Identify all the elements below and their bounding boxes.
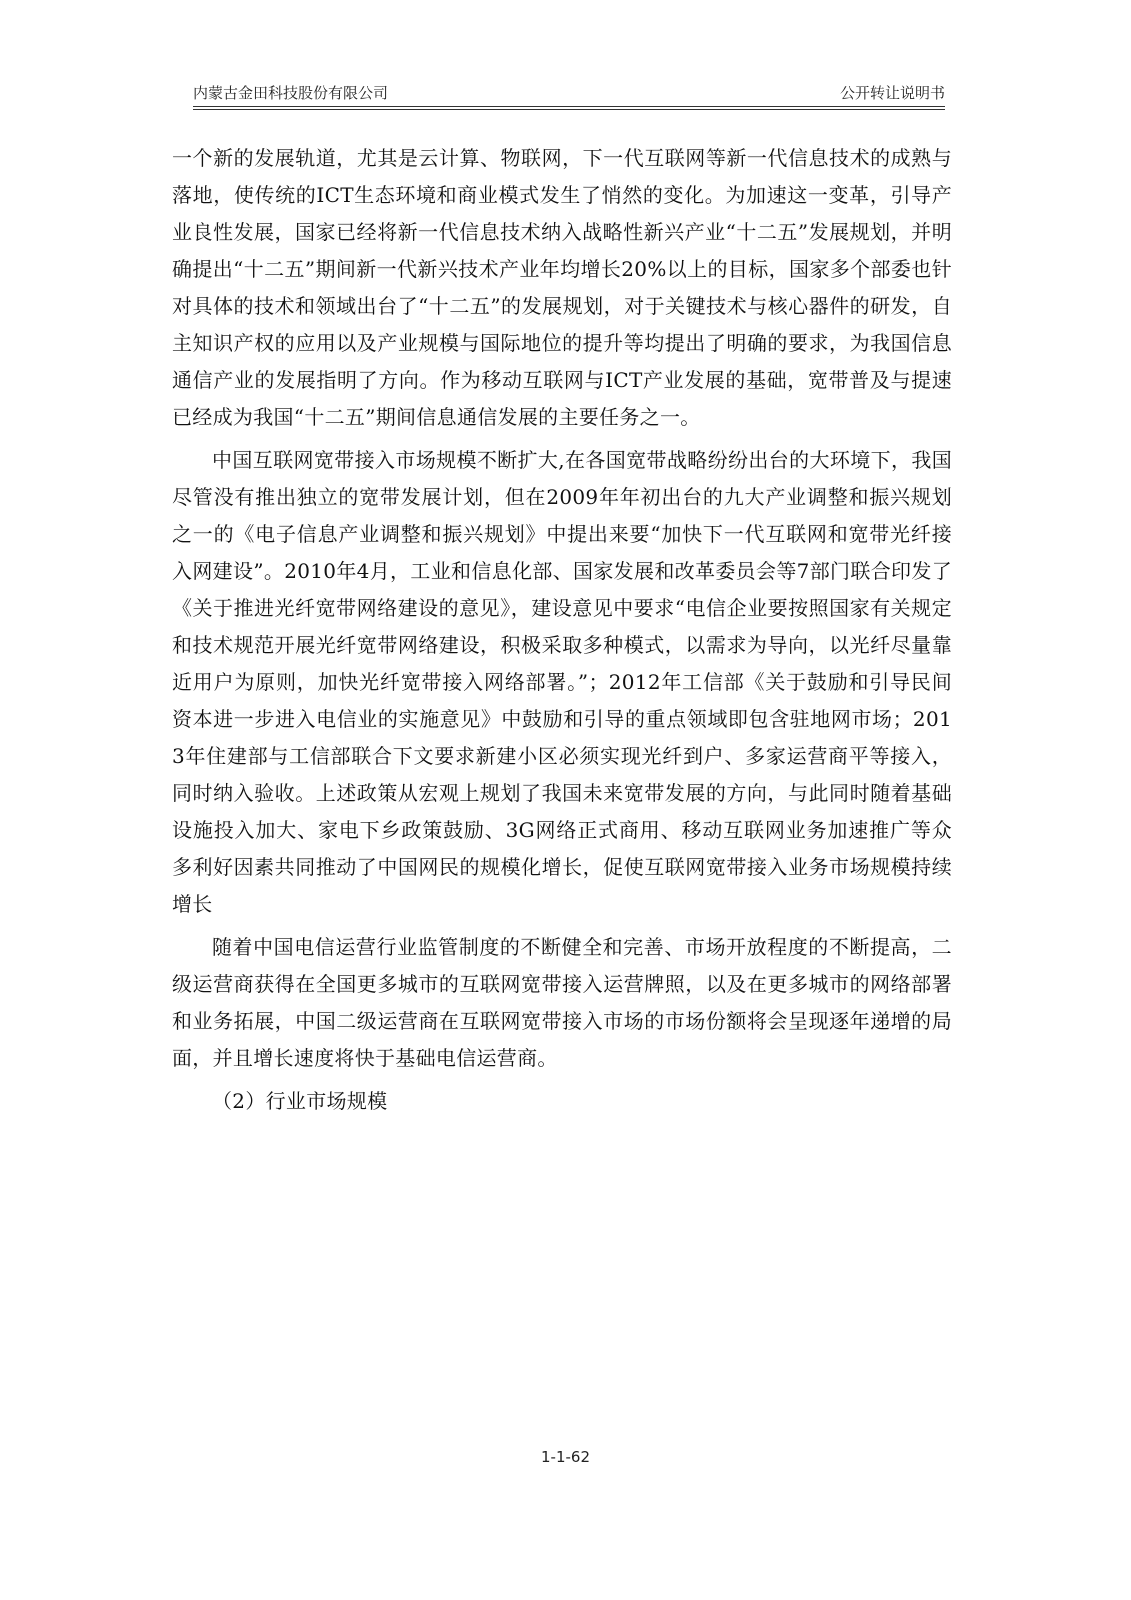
paragraph-second-tier-operators: 随着中国电信运营行业监管制度的不断健全和完善、市场开放程度的不断提高，二级运营商获得在全国更多城市的互联网宽带接入运营牌照，以及在更多城市的网络部署和业务拓展，中国二级运营商在互联网宽带接入市场的市场份额将会呈现逐年递增的局面，并且增长速度将快于基础电信运营商。 xyxy=(172,935,952,1070)
header-divider xyxy=(193,106,945,107)
paragraph-continued: 一个新的发展轨道，尤其是云计算、物联网，下一代互联网等新一代信息技术的成熟与落地，使传统的ICT生态环境和商业模式发生了悄然的变化。为加速这一变革，引导产业良性发展，国家已经将新一代信息技术纳入战略性新兴产业“十二五”发展规划，并明确提出“十二五”期间新一代新兴技术产业年均增长20%以上的目标，国家多个部委也针对具体的技术和领域出台了“十二五”的发展规划，对于关键技术与核心器件的研发，自主知识产权的应用以及产业规模与国际地位的提升等均提出了明确的要求，为我国信息通信产业的发展指明了方向。作为移动互联网与ICT产业发展的基础，宽带普及与提速已经成为我国“十二五”期间信息通信发展的主要任务之一。 xyxy=(172,146,952,429)
header-document-type: 公开转让说明书 xyxy=(839,84,945,102)
page-header xyxy=(193,78,945,106)
section-heading: （2）行业市场规模 xyxy=(212,1089,388,1113)
document-body xyxy=(172,140,952,1120)
paragraph-broadband-policy: 中国互联网宽带接入市场规模不断扩大,在各国宽带战略纷纷出台的大环境下，我国尽管没有推出独立的宽带发展计划，但在2009年年初出台的九大产业调整和振兴规划之一的《电子信息产业调整和振兴规划》中提出来要“加快下一代互联网和宽带光纤接入网建设”。2010年4月，工业和信息化部、国家发展和改革委员会等7部门联合印发了《关于推进光纤宽带网络建设的意见》，建设意见中要求“电信企业要按照国家有关规定和技术规范开展光纤宽带网络建设，积极采取多种模式，以需求为导向，以光纤尽量靠近用户为原则，加快光纤宽带接入网络部署。”；2012年工信部《关于鼓励和引导民间资本进一步进入电信业的实施意见》中鼓励和引导的重点领域即包含驻地网市场；2013年住建部与工信部联合下文要求新建小区必须实现光纤到户、多家运营商平等接入，同时纳入验收。上述政策从宏观上规划了我国未来宽带发展的方向，与此同时随着基础设施投入加大、家电下乡政策鼓励、3G网络正式商用、移动互联网业务加速推广等众多利好因素共同推动了中国网民的规模化增长，促使互联网宽带接入业务市场规模持续增长 xyxy=(172,448,952,916)
page-number: 1-1-62 xyxy=(541,1448,590,1466)
header-divider-secondary xyxy=(193,109,945,110)
header-company-name: 内蒙古金田科技股份有限公司 xyxy=(193,84,389,102)
